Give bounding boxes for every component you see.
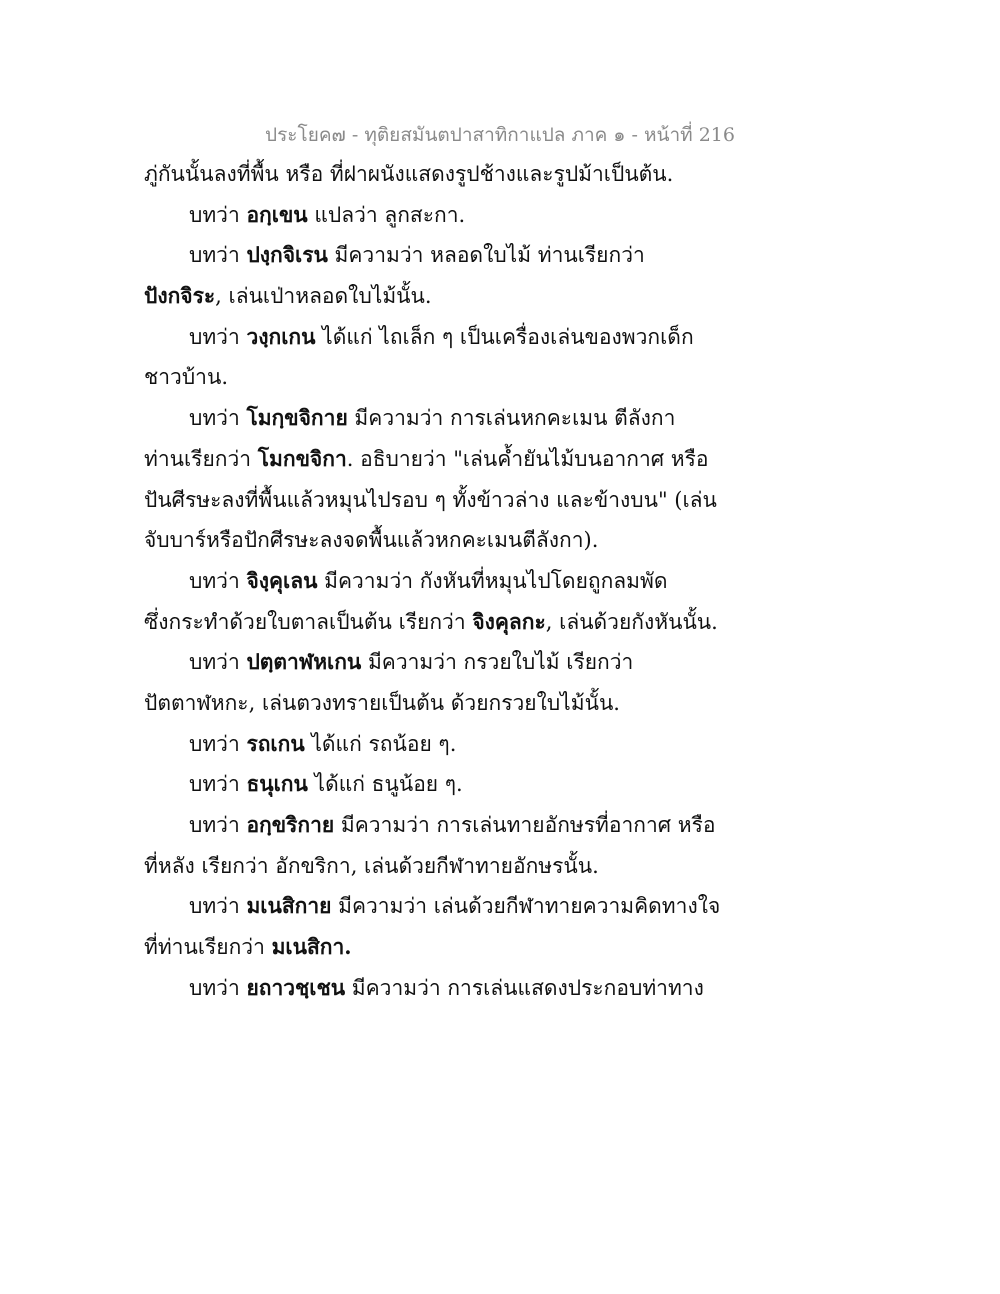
text-run: บทว่า: [189, 202, 247, 227]
pali-term: ปตฺตาฬหเกน: [246, 649, 362, 675]
pali-term: โมกขจิกา: [257, 445, 347, 471]
text-run: บทว่า: [189, 568, 247, 593]
text-line: [144, 280, 864, 321]
text-run: . อธิบายว่า "เล่นค้ำยันไม้บนอากาศ หรือ: [346, 446, 709, 471]
pali-term: รถเกน: [246, 730, 305, 756]
text-line: [144, 687, 864, 728]
text-run: มีความว่า การเล่นทายอักษรที่อากาศ หรือ: [334, 813, 716, 837]
pali-term: จิงฺคุเลน: [246, 567, 318, 593]
text-run: บทว่า: [189, 650, 247, 675]
text-line: [144, 972, 864, 1013]
text-run: บทว่า: [189, 813, 247, 837]
text-run: มีความว่า การเล่นแสดงประกอบท่าทาง: [345, 975, 704, 1000]
text-line: [144, 199, 864, 240]
text-line: [144, 768, 864, 809]
text-run: แปลว่า ลูกสะกา.: [307, 202, 466, 227]
pali-term: มเนสิกาย: [246, 893, 332, 919]
text-line: [144, 728, 864, 769]
text-run: บทว่า: [189, 324, 247, 349]
text-line: [144, 646, 864, 687]
pali-term: ธนุเกน: [246, 771, 308, 797]
text-line: [144, 443, 864, 484]
text-line: [144, 809, 864, 850]
pali-term: อกฺเขน: [246, 201, 308, 227]
text-line: [144, 484, 864, 525]
pali-term: วงฺกเกน: [246, 323, 316, 349]
text-run: , เล่นเป่าหลอดใบไม้นั้น.: [215, 284, 432, 309]
text-run: มีความว่า กังหันที่หมุนไปโดยถูกลมพัด: [317, 568, 668, 593]
text-run: บทว่า: [189, 243, 247, 268]
body-text: [144, 158, 864, 1012]
text-run: บทว่า: [189, 406, 247, 431]
text-run: มีความว่า การเล่นหกคะเมน ตีลังกา: [347, 406, 676, 431]
text-line: [144, 890, 864, 931]
text-run: ที่ท่านเรียกว่า: [144, 935, 272, 960]
text-run: มีความว่า หลอดใบไม้ ท่านเรียกว่า: [327, 243, 645, 268]
text-line: [144, 321, 864, 362]
text-run: ปัตตาฬหกะ, เล่นตวงทรายเป็นต้น ด้วยกรวยใบไม้นั้น.: [144, 690, 620, 715]
pali-term: มเนสิกา.: [271, 934, 352, 960]
page-header: ประโยค๗ - ทุติยสมันตปาสาทิกาแปล ภาค ๑ - หน้าที่ 216: [265, 124, 735, 146]
text-run: , เล่นด้วยกังหันนั้น.: [545, 609, 718, 634]
text-line: [144, 850, 864, 891]
text-run: ที่หลัง เรียกว่า อักขริกา, เล่นด้วยกีฬาทายอักษรนั้น.: [144, 853, 599, 878]
text-run: บทว่า: [189, 731, 247, 756]
text-run: ซึ่งกระทำด้วยใบตาลเป็นต้น เรียกว่า: [144, 609, 473, 634]
text-line: [144, 931, 864, 972]
pali-term: ปงฺกจิเรน: [246, 242, 328, 268]
text-run: ได้แก่ ไถเล็ก ๆ เป็นเครื่องเล่นของพวกเด็ก: [315, 324, 694, 349]
text-run: ภู่กันนั้นลงที่พื้น หรือ ที่ฝาผนังแสดงรูปช้างและรูปม้าเป็นต้น.: [144, 162, 674, 186]
pali-term: ปังกจิระ: [144, 283, 216, 309]
text-run: มีความว่า กรวยใบไม้ เรียกว่า: [361, 650, 634, 675]
text-run: ปันศีรษะลงที่พื้นแล้วหมุนไปรอบ ๆ ทั้งข้าวล่าง และข้างบน" (เล่น: [144, 487, 717, 512]
text-line: [144, 402, 864, 443]
pali-term: จิงคุลกะ: [472, 608, 546, 634]
pali-term: โมกฺขจิกาย: [246, 405, 348, 431]
pali-term: อกฺขริกาย: [246, 812, 335, 837]
text-run: ได้แก่ ธนูน้อย ๆ.: [307, 772, 463, 797]
text-run: ท่านเรียกว่า: [144, 446, 258, 471]
text-run: บทว่า: [189, 975, 247, 1000]
text-run: จับบาร์หรือปักศีรษะลงจดพื้นแล้วหกคะเมนตีลังกา).: [144, 528, 599, 553]
pali-term: ยถาวชฺเชน: [246, 974, 346, 1000]
text-line: [144, 239, 864, 280]
text-line: [144, 158, 864, 199]
text-line: [144, 361, 864, 402]
text-run: บทว่า: [189, 894, 247, 919]
text-line: [144, 565, 864, 606]
text-run: มีความว่า เล่นด้วยกีฬาทายความคิดทางใจ: [331, 894, 721, 919]
text-line: [144, 606, 864, 647]
text-line: [144, 524, 864, 565]
text-run: ได้แก่ รถน้อย ๆ.: [304, 731, 457, 756]
text-run: บทว่า: [189, 772, 247, 797]
text-run: ชาวบ้าน.: [144, 365, 228, 390]
